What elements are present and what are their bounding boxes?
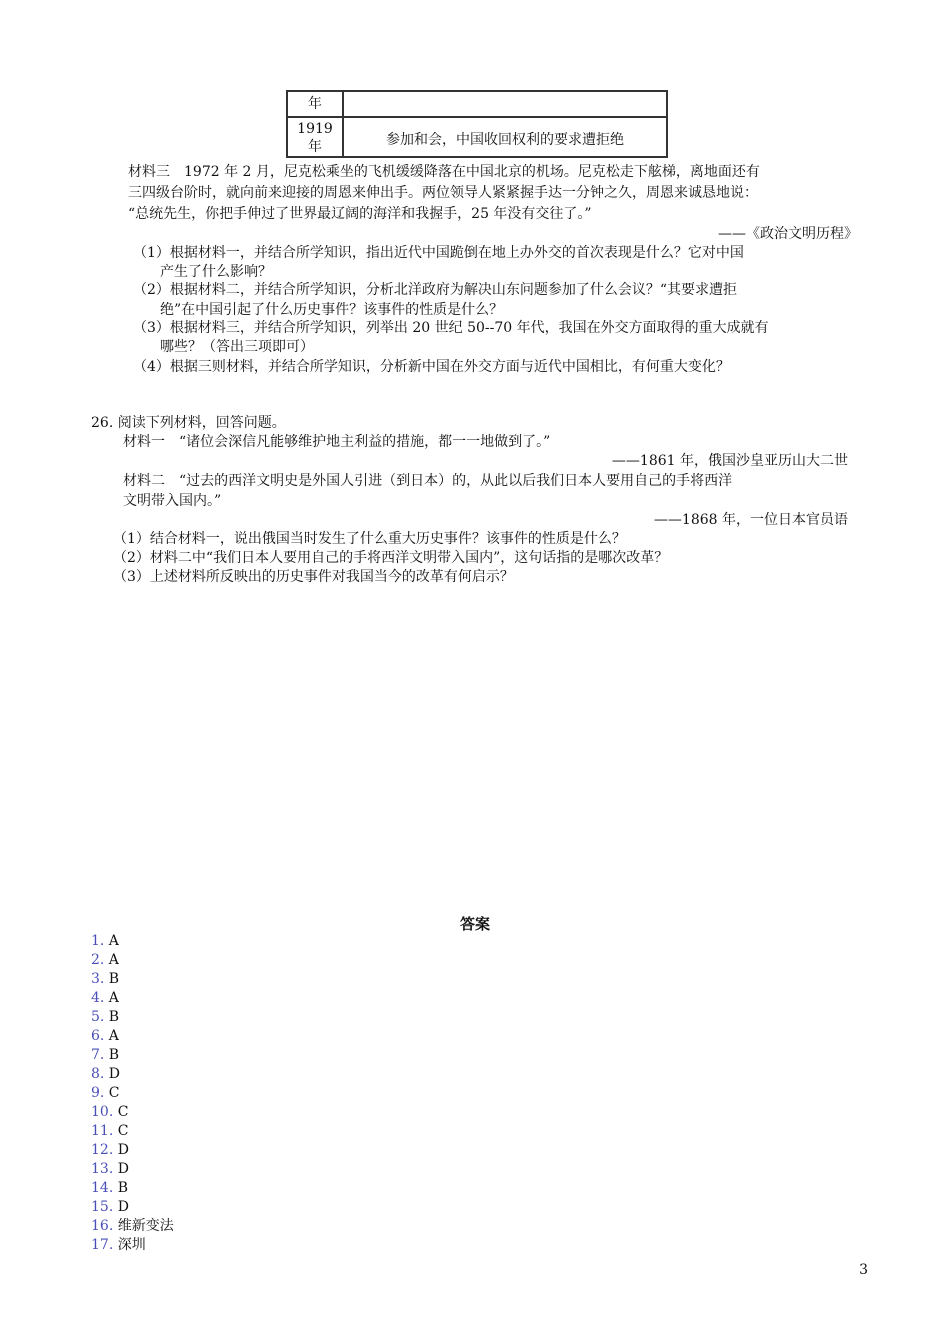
answer-text: A — [104, 1028, 119, 1044]
answer-item — [91, 1198, 129, 1217]
answer-text: A — [104, 990, 119, 1006]
answer-text: C — [113, 1104, 129, 1120]
answer-number[interactable]: 7. — [91, 1047, 105, 1063]
answer-item — [91, 1179, 128, 1198]
event-table — [286, 90, 668, 158]
answer-number[interactable]: 10. — [91, 1104, 114, 1120]
answer-item — [91, 951, 119, 970]
answer-text: B — [113, 1180, 129, 1196]
answer-number[interactable]: 6. — [91, 1028, 105, 1044]
answer-number[interactable]: 13. — [91, 1161, 114, 1177]
answer-item — [91, 932, 119, 951]
answer-item — [91, 1008, 119, 1027]
answer-text: 深圳 — [113, 1237, 146, 1253]
answer-text: D — [113, 1199, 129, 1215]
answer-item — [91, 1141, 129, 1160]
answer-text: D — [113, 1142, 129, 1158]
answer-number[interactable]: 8. — [91, 1066, 105, 1082]
answer-item — [91, 1217, 174, 1236]
question-line: （2）材料二中“我们日本人要用自己的手将西洋文明带入国内”，这句话指的是哪次改革？ — [113, 550, 669, 566]
table-cell-event: 参加和会，中国收回权利的要求遭拒绝 — [386, 132, 624, 148]
table-divider — [288, 116, 666, 118]
answer-item — [91, 1122, 128, 1141]
answer-text: A — [104, 933, 119, 949]
answer-number[interactable]: 2. — [91, 952, 105, 968]
table-year-text: 1919 — [297, 121, 333, 137]
material1-source: ——1861 年，俄国沙皇亚历山大二世 — [611, 453, 848, 469]
answer-number[interactable]: 5. — [91, 1009, 105, 1025]
answer-number[interactable]: 12. — [91, 1142, 114, 1158]
question-line: （3）上述材料所反映出的历史事件对我国当今的改革有何启示？ — [113, 569, 514, 585]
answer-number[interactable]: 16. — [91, 1218, 114, 1234]
question-line: （1）根据材料一，并结合所学知识，指出近代中国跪倒在地上办外交的首次表现是什么？它对中国 — [133, 245, 744, 261]
answer-item — [91, 989, 119, 1008]
answer-item — [91, 1065, 120, 1084]
question-line: （3）根据材料三，并结合所学知识，列举出 20 世纪 50--70 年代，我国在外交方面取得的重大成就有 — [133, 320, 769, 336]
question-line: （4）根据三则材料，并结合所学知识，分析新中国在外交方面与近代中国相比，有何重大变化？ — [133, 359, 730, 375]
material2-source: ——1868 年，一位日本官员语 — [653, 512, 848, 528]
material2-text: 材料二 “过去的西洋文明史是外国人引进（到日本）的，从此以后我们日本人要用自己的手将西洋 — [123, 473, 733, 489]
answer-text: C — [104, 1085, 120, 1101]
answer-number[interactable]: 11. — [91, 1123, 114, 1139]
page-number: 3 — [859, 1262, 868, 1278]
answer-number[interactable]: 17. — [91, 1237, 114, 1253]
answer-text: D — [104, 1066, 121, 1082]
question-line: （1）结合材料一，说出俄国当时发生了什么重大历史事件？该事件的性质是什么？ — [113, 531, 626, 547]
table-year-text: 年 — [308, 139, 322, 155]
material3-source: ——《政治文明历程》 — [718, 226, 858, 242]
table-cell-year — [288, 120, 342, 156]
answer-item — [91, 1046, 119, 1065]
answer-number[interactable]: 1. — [91, 933, 105, 949]
answer-number[interactable]: 15. — [91, 1199, 114, 1215]
answer-number[interactable]: 9. — [91, 1085, 105, 1101]
question-line: （2）根据材料二，并结合所学知识，分析北洋政府为解决山东问题参加了什么会议？“其要求遭拒 — [133, 282, 738, 298]
answer-item — [91, 1027, 119, 1046]
question-line: 哪些？（答出三项即可） — [160, 339, 314, 355]
answer-item — [91, 1084, 120, 1103]
answer-number[interactable]: 4. — [91, 990, 105, 1006]
answer-text: 维新变法 — [113, 1218, 174, 1234]
answer-text: D — [113, 1161, 129, 1177]
material3-line: 材料三 1972 年 2 月，尼克松乘坐的飞机缓缓降落在中国北京的机场。尼克松走下舷梯，离地面还有 — [128, 164, 760, 180]
material3-line: 三四级台阶时，就向前来迎接的周恩来伸出手。两位领导人紧紧握手达一分钟之久，周恩来诚恳地说： — [128, 185, 758, 201]
material3-line: “总统先生，你把手伸过了世界最辽阔的海洋和我握手，25 年没有交往了。” — [128, 206, 592, 222]
answer-text: C — [113, 1123, 129, 1139]
question-line: 产生了什么影响？ — [160, 264, 272, 280]
answer-item — [91, 1103, 128, 1122]
answers-heading: 答案 — [459, 915, 490, 933]
answer-item — [91, 1160, 129, 1179]
table-cell-year: 年 — [308, 96, 322, 112]
question-26-intro: 26. 阅读下列材料，回答问题。 — [91, 415, 286, 431]
material2-text: 文明带入国内。” — [123, 493, 222, 509]
answer-item — [91, 1236, 146, 1255]
answer-item — [91, 970, 119, 989]
answer-number[interactable]: 14. — [91, 1180, 114, 1196]
question-line: 绝”在中国引起了什么历史事件？该事件的性质是什么？ — [160, 302, 504, 318]
material1-text: 材料一 “诸位会深信凡能够维护地主利益的措施，都一一地做到了。” — [123, 434, 551, 450]
answer-text: B — [104, 971, 120, 987]
answer-text: A — [104, 952, 119, 968]
answer-number[interactable]: 3. — [91, 971, 105, 987]
answer-text: B — [104, 1047, 120, 1063]
answer-text: B — [104, 1009, 120, 1025]
